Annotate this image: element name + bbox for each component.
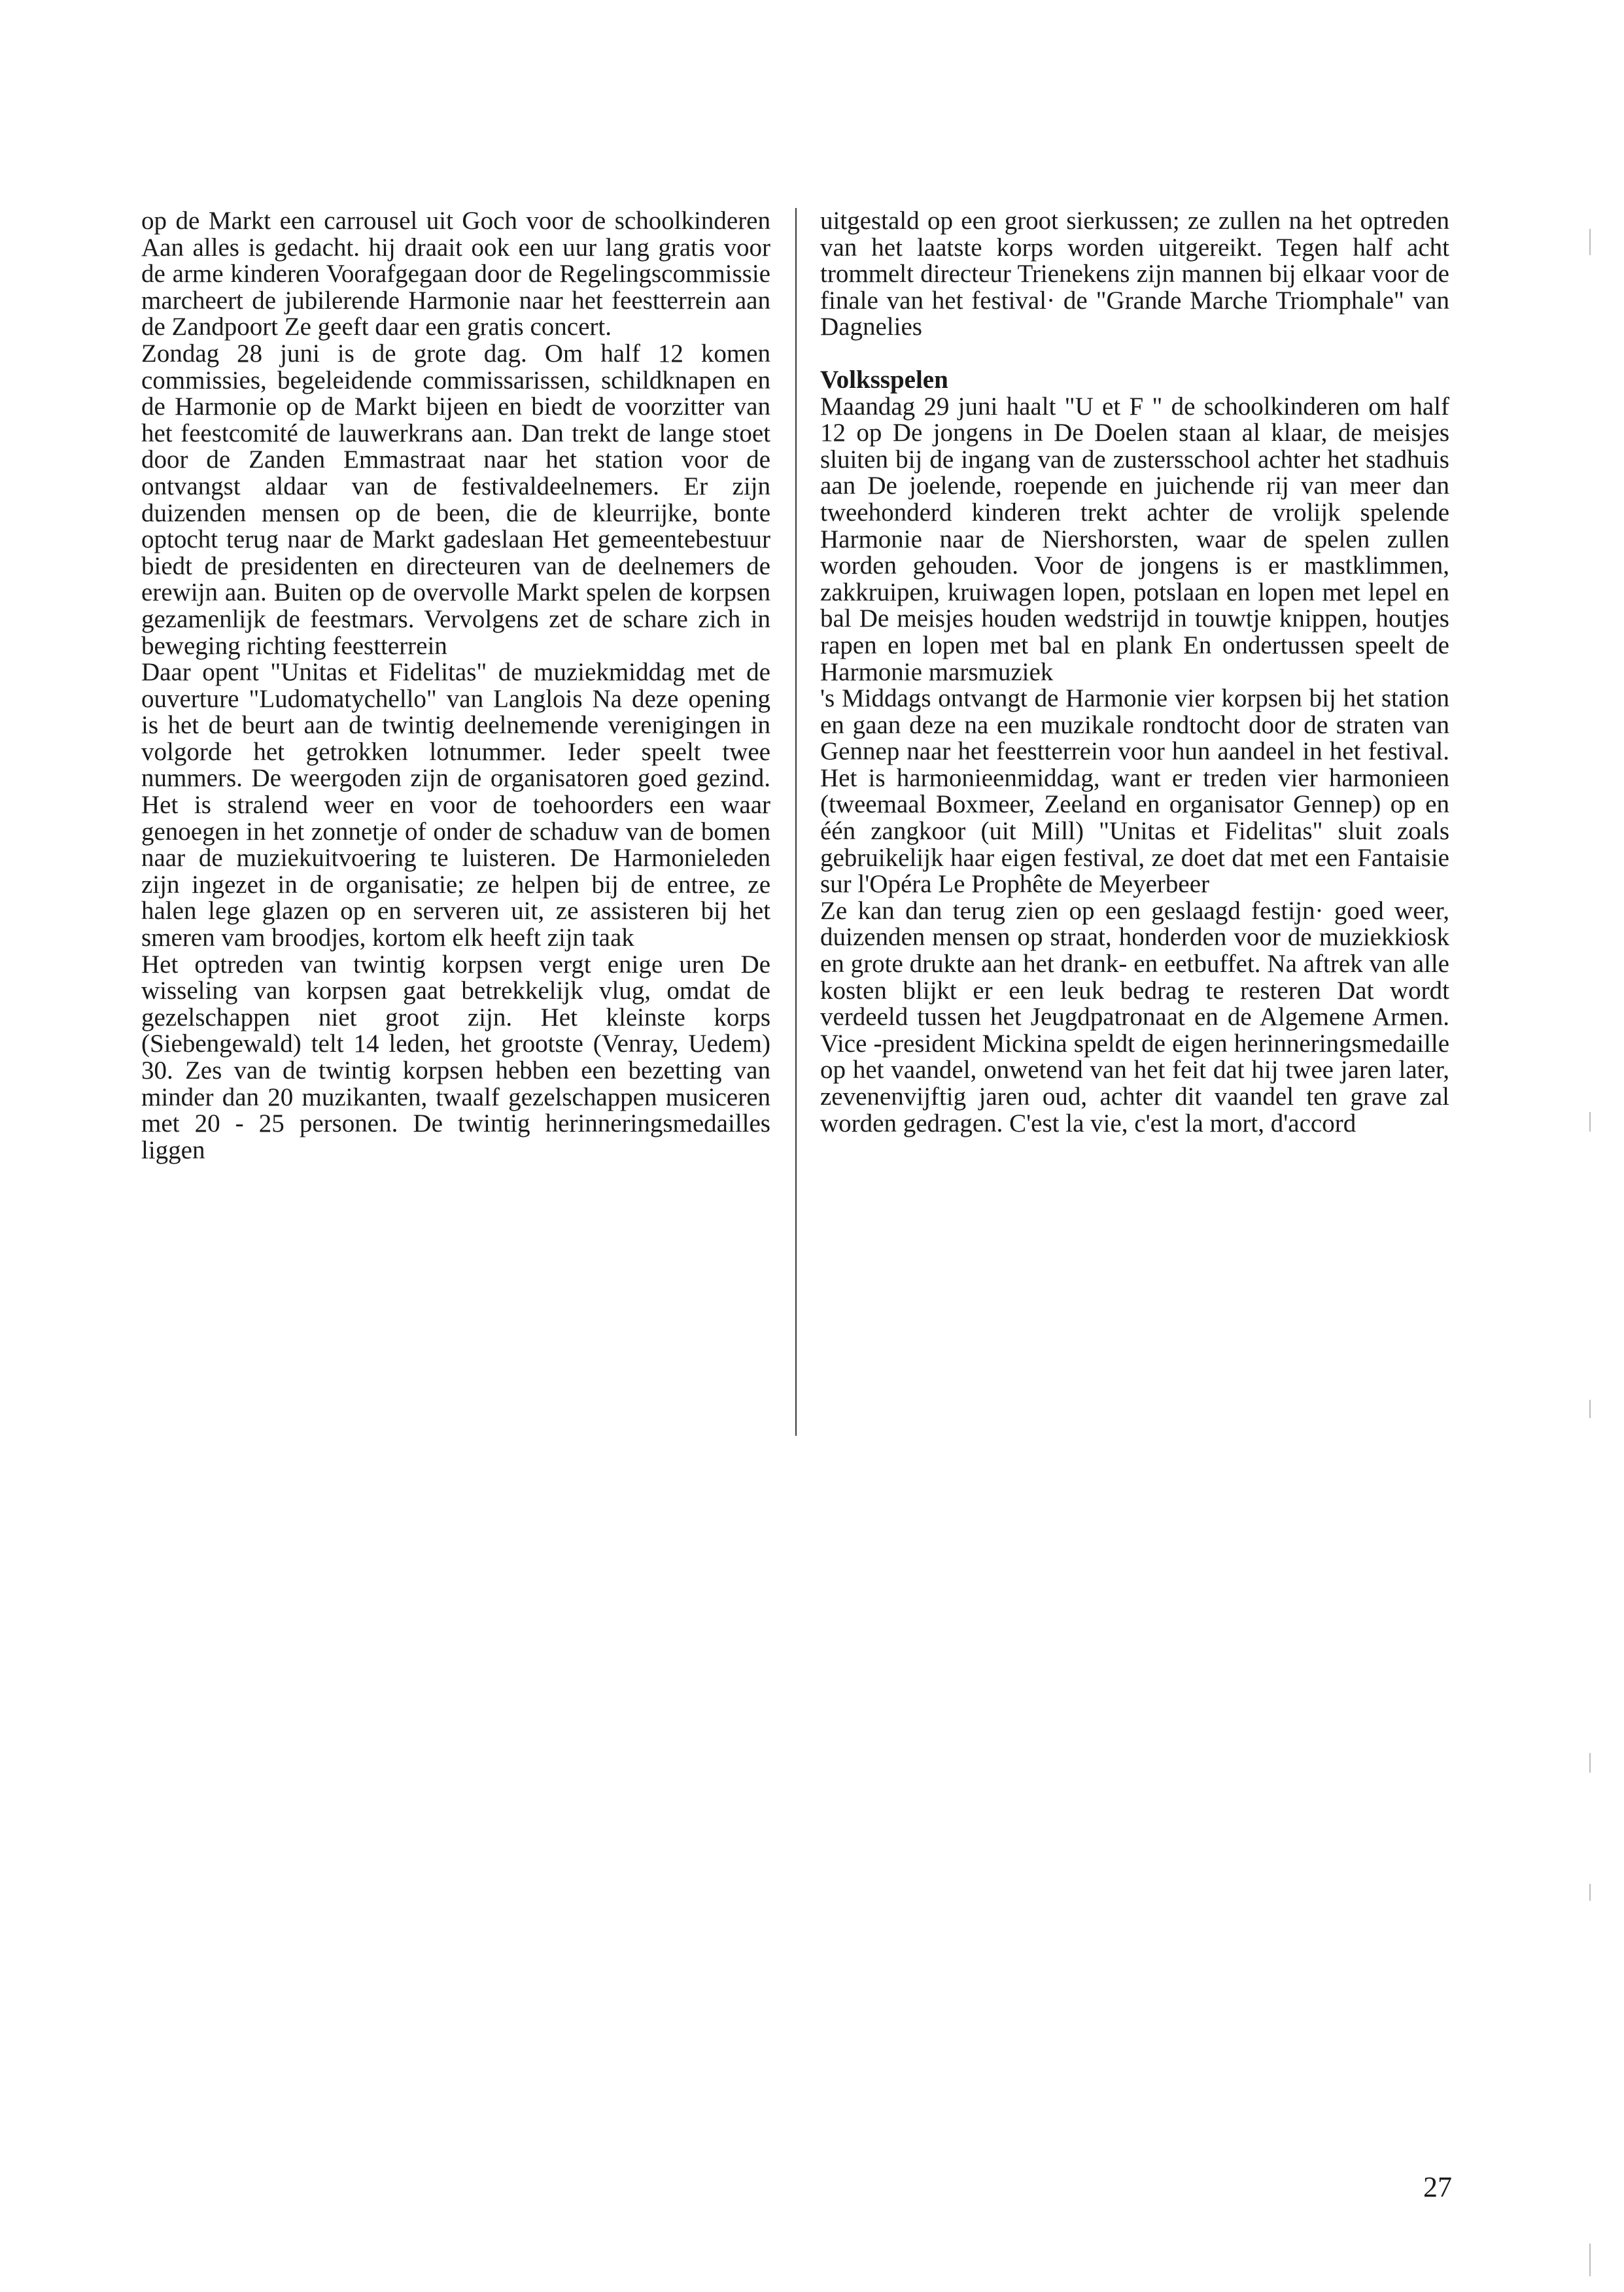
scan-artifact [1589,2244,1591,2276]
left-column [141,208,770,1164]
scan-artifact [1589,1753,1591,1773]
page-number: 27 [1423,2171,1452,2203]
section-heading: Volksspelen [820,365,948,394]
paragraph: Daar opent "Unitas et Fidelitas" de muziekmiddag met de ouverture "Ludomatychello" van Langlois Na deze opening is het de beurt aan de twintig deelnemende verenigingen in volgorde het getrokken lotnummer. Ieder speelt twee nummers. De weergoden zijn de organisatoren goed gezind. Het is stralend weer en voor de toehoorders een waar genoegen in het zonnetje of onder de schaduw van de bomen naar de muziekuitvoering te luisteren. De Harmonieleden zijn ingezet in de organisatie; ze helpen bij de entree, ze halen lege glazen op en serveren uit, ze assisteren bij het smeren vam broodjes, kortom elk heeft zijn taak [141,658,770,952]
paragraph: Zondag 28 juni is de grote dag. Om half 12 komen commissies, begeleidende commissarissen, schildknapen en de Harmonie op de Markt bijeen en biedt de voorzitter van het feestcomité de lauwerkrans aan. Dan trekt de lange stoet door de Zanden Emmastraat naar het station voor de ontvangst aldaar van de festivaldeelnemers. Er zijn duizenden mensen op de been, die de kleurrijke, bonte optocht terug naar de Markt gadeslaan Het gemeentebestuur biedt de presidenten en directeuren van de deelnemers de erewijn aan. Buiten op de overvolle Markt spelen de korpsen gezamenlijk de feestmars. Vervolgens zet de schare zich in beweging richting feestterrein [141,339,770,660]
right-column [820,208,1449,1137]
paragraph: Het optreden van twintig korpsen vergt enige uren De wisseling van korpsen gaat betrekkelijk vlug, omdat de gezelschappen niet groot zijn. Het kleinste korps (Siebengewald) telt 14 leden, het grootste (Venray, Uedem) 30. Zes van de twintig korpsen hebben een bezetting van minder dan 20 muzikanten, twaalf gezelschappen musiceren met 20 - 25 personen. De twintig herinneringsmedailles liggen [141,950,770,1164]
scan-artifact [1589,1884,1591,1901]
scan-artifact [1589,1112,1591,1132]
paragraph: op de Markt een carrousel uit Goch voor de schoolkinderen Aan alles is gedacht. hij draait ook een uur lang gratis voor de arme kinderen Voorafgegaan door de Regelingscommissie marcheert de jubilerende Harmonie naar het feestterrein aan de Zandpoort Ze geeft daar een gratis concert. [141,207,770,341]
column-divider [795,208,797,1436]
paragraph: 's Middags ontvangt de Harmonie vier korpsen bij het station en gaan deze na een muzikale rondtocht door de straten van Gennep naar het feestterrein voor hun aandeel in het festival. Het is harmonieenmiddag, want er treden vier harmonieen (tweemaal Boxmeer, Zeeland en organisator Gennep) op en één zangkoor (uit Mill) "Unitas et Fidelitas" sluit zoals gebruikelijk haar eigen festival, ze doet dat met een Fantaisie sur l'Opéra Le Prophête de Meyerbeer [820,684,1449,899]
paragraph: uitgestald op een groot sierkussen; ze zullen na het optreden van het laatste korps worden uitgereikt. Tegen half acht trommelt directeur Trienekens zijn mannen bij elkaar voor de finale van het festival· de "Grande Marche Triomphale" van Dagnelies [820,207,1449,341]
scan-artifact [1589,229,1591,255]
scan-artifact [1589,1400,1591,1418]
paragraph: Ze kan dan terug zien op een geslaagd festijn· goed weer, duizenden mensen op straat, honderden voor de muziekkiosk en grote drukte aan het drank- en eetbuffet. Na aftrek van alle kosten blijkt er een leuk bedrag te resteren Dat wordt verdeeld tussen het Jeugdpatronaat en de Algemene Armen. Vice -president Mickina speldt de eigen herinneringsmedaille op het vaandel, onwetend van het feit dat hij twee jaren later, zevenenvijftig jaren oud, achter dit vaandel ten grave zal worden gedragen. C'est la vie, c'est la mort, d'accord [820,896,1449,1137]
paragraph: Maandag 29 juni haalt "U et F " de schoolkinderen om half 12 op De jongens in De Doelen staan al klaar, de meisjes sluiten bij de ingang van de zustersschool achter het stadhuis aan De joelende, roepende en juichende rij van meer dan tweehonderd kinderen trekt achter de vrolijk spelende Harmonie naar de Niershorsten, waar de spelen zullen worden gehouden. Voor de jongens is er mastklimmen, zakkruipen, kruiwagen lopen, potslaan en lopen met lepel en bal De meisjes houden wedstrijd in touwtje knippen, houtjes rapen en lopen met bal en plank En ondertussen speelt de Harmonie marsmuziek [820,392,1449,686]
